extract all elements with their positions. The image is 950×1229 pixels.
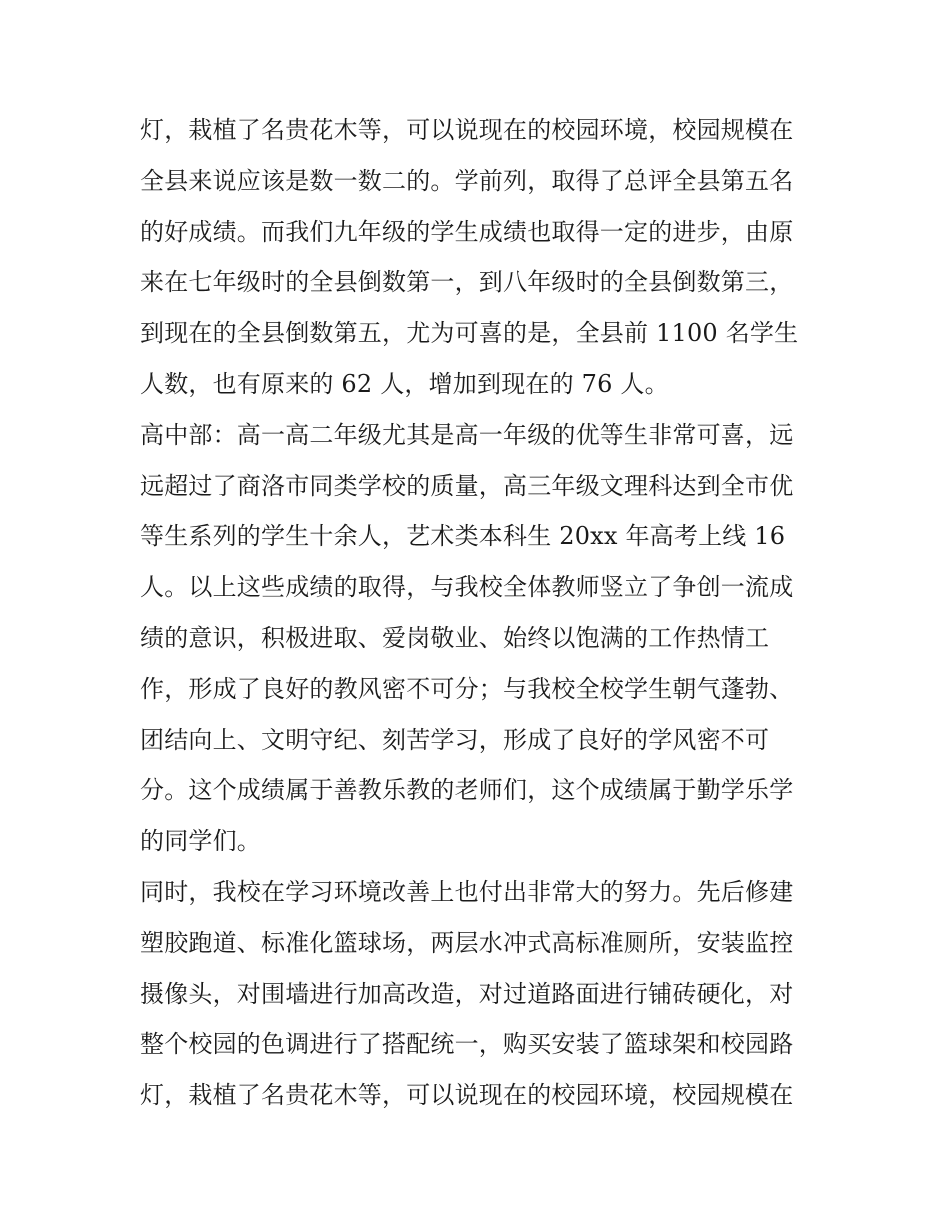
text-line: 分。这个成绩属于善教乐教的老师们，这个成绩属于勤学乐学 — [140, 776, 794, 805]
text-line: 灯，栽植了名贵花木等，可以说现在的校园环境，校园规模在 — [140, 116, 794, 144]
text-line: 绩的意识，积极进取、爱岗敬业、始终以饱满的工作热情工 — [140, 623, 770, 652]
text-line: 人数，也有原来的 62 人，增加到现在的 76 人。 — [140, 369, 669, 398]
text-line: 的同学们。 — [140, 827, 261, 856]
text-line: 塑胶跑道、标准化篮球场，两层水冲式高标准厕所，安装监控 — [140, 928, 794, 957]
text-line: 的好成绩。而我们九年级的学生成绩也取得一定的进步，由原 — [140, 217, 794, 246]
text-line: 作，形成了良好的教风密不可分；与我校全校学生朝气蓬勃、 — [140, 674, 794, 703]
paragraph-start-line: 同时，我校在学习环境改善上也付出非常大的努力。先后修建 — [140, 877, 794, 906]
text-line: 摄像头，对围墙进行加高改造，对过道路面进行铺砖硬化，对 — [140, 979, 794, 1008]
text-line: 全县来说应该是数一数二的。学前列，取得了总评全县第五名 — [140, 166, 794, 195]
text-line: 来在七年级时的全县倒数第一，到八年级时的全县倒数第三， — [140, 268, 794, 297]
body-text — [140, 105, 820, 1121]
text-line: 团结向上、文明守纪、刻苦学习，形成了良好的学风密不可 — [140, 725, 770, 754]
text-line: 到现在的全县倒数第五，尤为可喜的是，全县前 1100 名学生 — [140, 319, 799, 348]
text-line: 人。以上这些成绩的取得，与我校全体教师竖立了争创一流成 — [140, 573, 794, 602]
text-line: 远超过了商洛市同类学校的质量，高三年级文理科达到全市优 — [140, 471, 794, 500]
text-line: 等生系列的学生十余人，艺术类本科生 20xx 年高考上线 16 — [140, 522, 786, 551]
paragraph-start-line: 高中部：高一高二年级尤其是高一年级的优等生非常可喜，远 — [140, 420, 794, 449]
text-line: 灯，栽植了名贵花木等，可以说现在的校园环境，校园规模在 — [140, 1081, 794, 1110]
text-line: 整个校园的色调进行了搭配统一，购买安装了篮球架和校园路 — [140, 1030, 794, 1059]
